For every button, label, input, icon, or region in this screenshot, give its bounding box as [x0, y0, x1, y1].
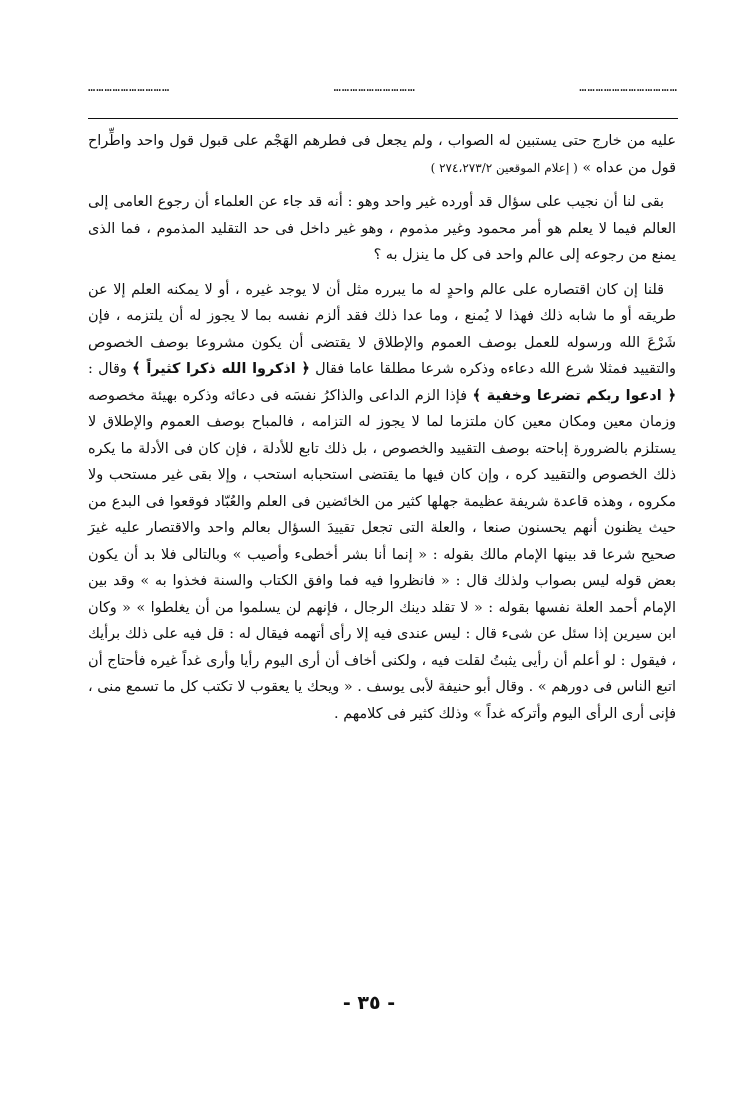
citation: ( إعلام الموقعين ٢٧٤،٢٧٣/٢ ) — [430, 160, 578, 175]
header-dots-segment: ……………………………… — [579, 80, 678, 94]
quran-verse: ﴿ ادعوا ربكم تضرعا وخفية ﴾ — [472, 387, 677, 404]
paragraph-quote-end — [88, 128, 676, 181]
paragraph-text: عليه من خارج حتى يستبين له الصواب ، ولم يجعل فى فطرهم الهَجْم على قبول قول واحد واطِّراح قول من عداه » — [88, 133, 676, 176]
paragraph-text: فإذا الزم الداعى والذاكرُ نفسَه فى دعائه وذكره بهيئة مخصوصه وزمان معين ومكان معين كان ملتزما لما لا يجوز له التزامه ، فالمباح بوصف العموم والإطلاق لا يستلزم بالضرورة إباحته بوصف التقييد والخصوص ، بل ذلك تابع للأدلة ، فإن كان فى الأدلة ما يكره ذلك الخصوص والتقييد كره ، وإن كان فيها ما يقتضى استحبابه استحب ، وإلا بقى غير مستحب ولا مكروه ، وهذه قاعدة شريفة عظيمة جهلها كثير من الخائضين فى العلم والعُبّاد فوقعوا فى البدع من حيث يظنون أنهم يحسنون صنعا ، والعلة التى تجعل تقييدَ السؤال بعالم واحد والاقتصار عليه غيرَ صحيح شرعا قد بينها الإمام مالك بقوله : « إنما أنا بشر أخطىء وأصيب » وبالتالى فلا بد أن يكون بعض قوله ليس بصواب ولذلك قال : « فانظروا فيه فما وافق الكتاب والسنة فخذوا به » وقد بين الإمام أحمد العلة نفسها بقوله : « لا تقلد دينك الرجال ، فإنهم لن يسلموا من أن يغلطوا » « وكان ابن سيرين إذا سئل عن شىء قال : ليس عندى فيه إلا رأى أتهمه فيقال له : قل فيه على ذلك برأيك ، فيقول : لو أعلم أن رأيى يثبتُ لقلت فيه ، ولكنى أخاف أن أرى اليوم رأيا وأرى غداً غيره فأحتاج أن اتبع الناس فى دورهم » . وقال أبو حنيفة لأبى يوسف . « ويحك يا يعقوب لا تكتب كل ما تسمع منى ، فإنى أرى الرأى اليوم وأتركه غداً » وذلك كثير فى كلامهم . — [88, 387, 676, 722]
paragraph-text: وقال : — [88, 361, 127, 377]
header-dots-segment: ………………………… — [333, 80, 416, 94]
paragraph-question — [88, 189, 676, 269]
header-dotted-line — [88, 80, 678, 94]
paragraph-answer — [88, 277, 676, 728]
quran-verse: ﴿ اذكروا الله ذكرا كثيراً ﴾ — [132, 361, 310, 377]
paragraph-text: بقى لنا أن نجيب على سؤال قد أورده غير واحد وهو : أنه قد جاء عن العلماء أن رجوع العامى إلى العالم فيما لا يعلم هو أمر محمود وغير مذموم ، وهو غير داخل فى حد التقليد المذموم ، فما الذى يمنع من رجوعه إلى عالم واحد فى كل ما ينزل به ؟ — [88, 194, 676, 263]
header-rule — [88, 118, 678, 119]
body-text — [88, 128, 676, 727]
header-dots-segment: ………………………… — [88, 80, 171, 94]
page-number: - ٣٥ - — [342, 992, 396, 1014]
paragraph-text: قلنا إن كان اقتصاره على عالم واحدٍ له ما يبرره مثل أن لا يوجد غيره ، أو لا يمكنه العلم إلا عن طريقه أو ما شابه ذلك فهذا لا يُمنع ، وما عدا ذلك فقد ألزم نفسه بما لا يجوز له أن يلتزمه ، فإن شَرْعَ الله ورسوله للعمل بوصف العموم والإطلاق لا يقتضى أن يكون مشروعا بوصف الخصوص والتقييد فمثلا شرع الله دعاءه وذكره شرعا مطلقا عاما فقال — [88, 281, 676, 377]
